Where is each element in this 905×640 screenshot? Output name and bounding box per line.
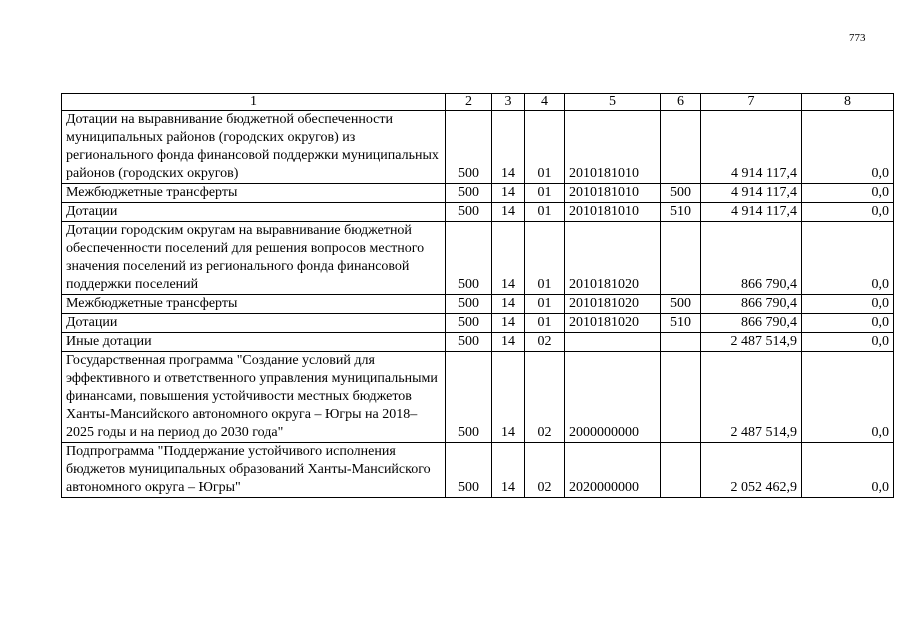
row-rz: 14 [492,295,525,314]
row-rz: 14 [492,352,525,443]
row-grbs: 500 [446,111,492,184]
row-csr [565,333,661,352]
row-rz: 14 [492,443,525,498]
row-name: Дотации [62,203,446,222]
header-cell: 6 [661,94,701,111]
budget-table [61,93,894,498]
row-rz: 14 [492,314,525,333]
row-name: Подпрограмма "Поддержание устойчивого исполнения бюджетов муниципальных образований Ханты-Мансийского автономного округа – Югры" [62,443,446,498]
header-cell: 5 [565,94,661,111]
row-pr: 01 [525,222,565,295]
row-other: 0,0 [802,295,894,314]
row-csr: 2010181010 [565,184,661,203]
header-cell: 2 [446,94,492,111]
row-rz: 14 [492,203,525,222]
row-other: 0,0 [802,333,894,352]
row-other: 0,0 [802,314,894,333]
row-name: Иные дотации [62,333,446,352]
row-csr: 2010181020 [565,314,661,333]
row-csr: 2010181020 [565,295,661,314]
row-pr: 01 [525,184,565,203]
row-name: Дотации на выравнивание бюджетной обеспеченности муниципальных районов (городских округов) из регионального фонда финансовой поддержки муниципальных районов (городских округов) [62,111,446,184]
header-cell: 8 [802,94,894,111]
row-other: 0,0 [802,352,894,443]
row-pr: 02 [525,443,565,498]
page-number: 773 [849,32,866,44]
header-cell: 7 [701,94,802,111]
row-amount: 866 790,4 [701,222,802,295]
row-amount: 4 914 117,4 [701,111,802,184]
table-row [62,314,894,333]
row-csr: 2010181010 [565,203,661,222]
row-vr [661,443,701,498]
row-name: Дотации городским округам на выравнивание бюджетной обеспеченности поселений для решения вопросов местного значения поселений из регионального фонда финансовой поддержки поселений [62,222,446,295]
row-other: 0,0 [802,443,894,498]
row-rz: 14 [492,111,525,184]
row-grbs: 500 [446,184,492,203]
row-pr: 01 [525,314,565,333]
row-vr: 510 [661,314,701,333]
row-vr [661,333,701,352]
row-other: 0,0 [802,203,894,222]
row-grbs: 500 [446,295,492,314]
row-other: 0,0 [802,111,894,184]
row-rz: 14 [492,184,525,203]
row-amount: 4 914 117,4 [701,203,802,222]
table-row [62,222,894,295]
table-row [62,184,894,203]
row-amount: 2 487 514,9 [701,333,802,352]
row-grbs: 500 [446,352,492,443]
row-pr: 02 [525,333,565,352]
row-vr [661,352,701,443]
row-grbs: 500 [446,333,492,352]
row-vr: 500 [661,295,701,314]
row-grbs: 500 [446,203,492,222]
row-csr: 2000000000 [565,352,661,443]
row-grbs: 500 [446,443,492,498]
row-vr [661,222,701,295]
row-name: Межбюджетные трансферты [62,184,446,203]
row-grbs: 500 [446,314,492,333]
table-row [62,295,894,314]
row-amount: 2 487 514,9 [701,352,802,443]
row-vr: 510 [661,203,701,222]
row-name: Межбюджетные трансферты [62,295,446,314]
row-rz: 14 [492,333,525,352]
row-other: 0,0 [802,184,894,203]
row-pr: 02 [525,352,565,443]
row-name: Государственная программа "Создание условий для эффективного и ответственного управления муниципальными финансами, повышения устойчивости местных бюджетов Ханты-Мансийского автономного округа – Югры на 2018–2025 годы и на период до 2030 года" [62,352,446,443]
table-row [62,352,894,443]
row-pr: 01 [525,203,565,222]
row-amount: 866 790,4 [701,295,802,314]
table-row [62,203,894,222]
header-cell: 1 [62,94,446,111]
table-row [62,111,894,184]
table-row [62,333,894,352]
row-vr: 500 [661,184,701,203]
row-name: Дотации [62,314,446,333]
row-csr: 2010181010 [565,111,661,184]
row-csr: 2010181020 [565,222,661,295]
row-vr [661,111,701,184]
row-amount: 866 790,4 [701,314,802,333]
header-cell: 3 [492,94,525,111]
header-row [62,94,894,111]
header-cell: 4 [525,94,565,111]
row-csr: 2020000000 [565,443,661,498]
row-grbs: 500 [446,222,492,295]
row-amount: 2 052 462,9 [701,443,802,498]
table-row [62,443,894,498]
row-rz: 14 [492,222,525,295]
row-pr: 01 [525,111,565,184]
row-other: 0,0 [802,222,894,295]
row-pr: 01 [525,295,565,314]
row-amount: 4 914 117,4 [701,184,802,203]
